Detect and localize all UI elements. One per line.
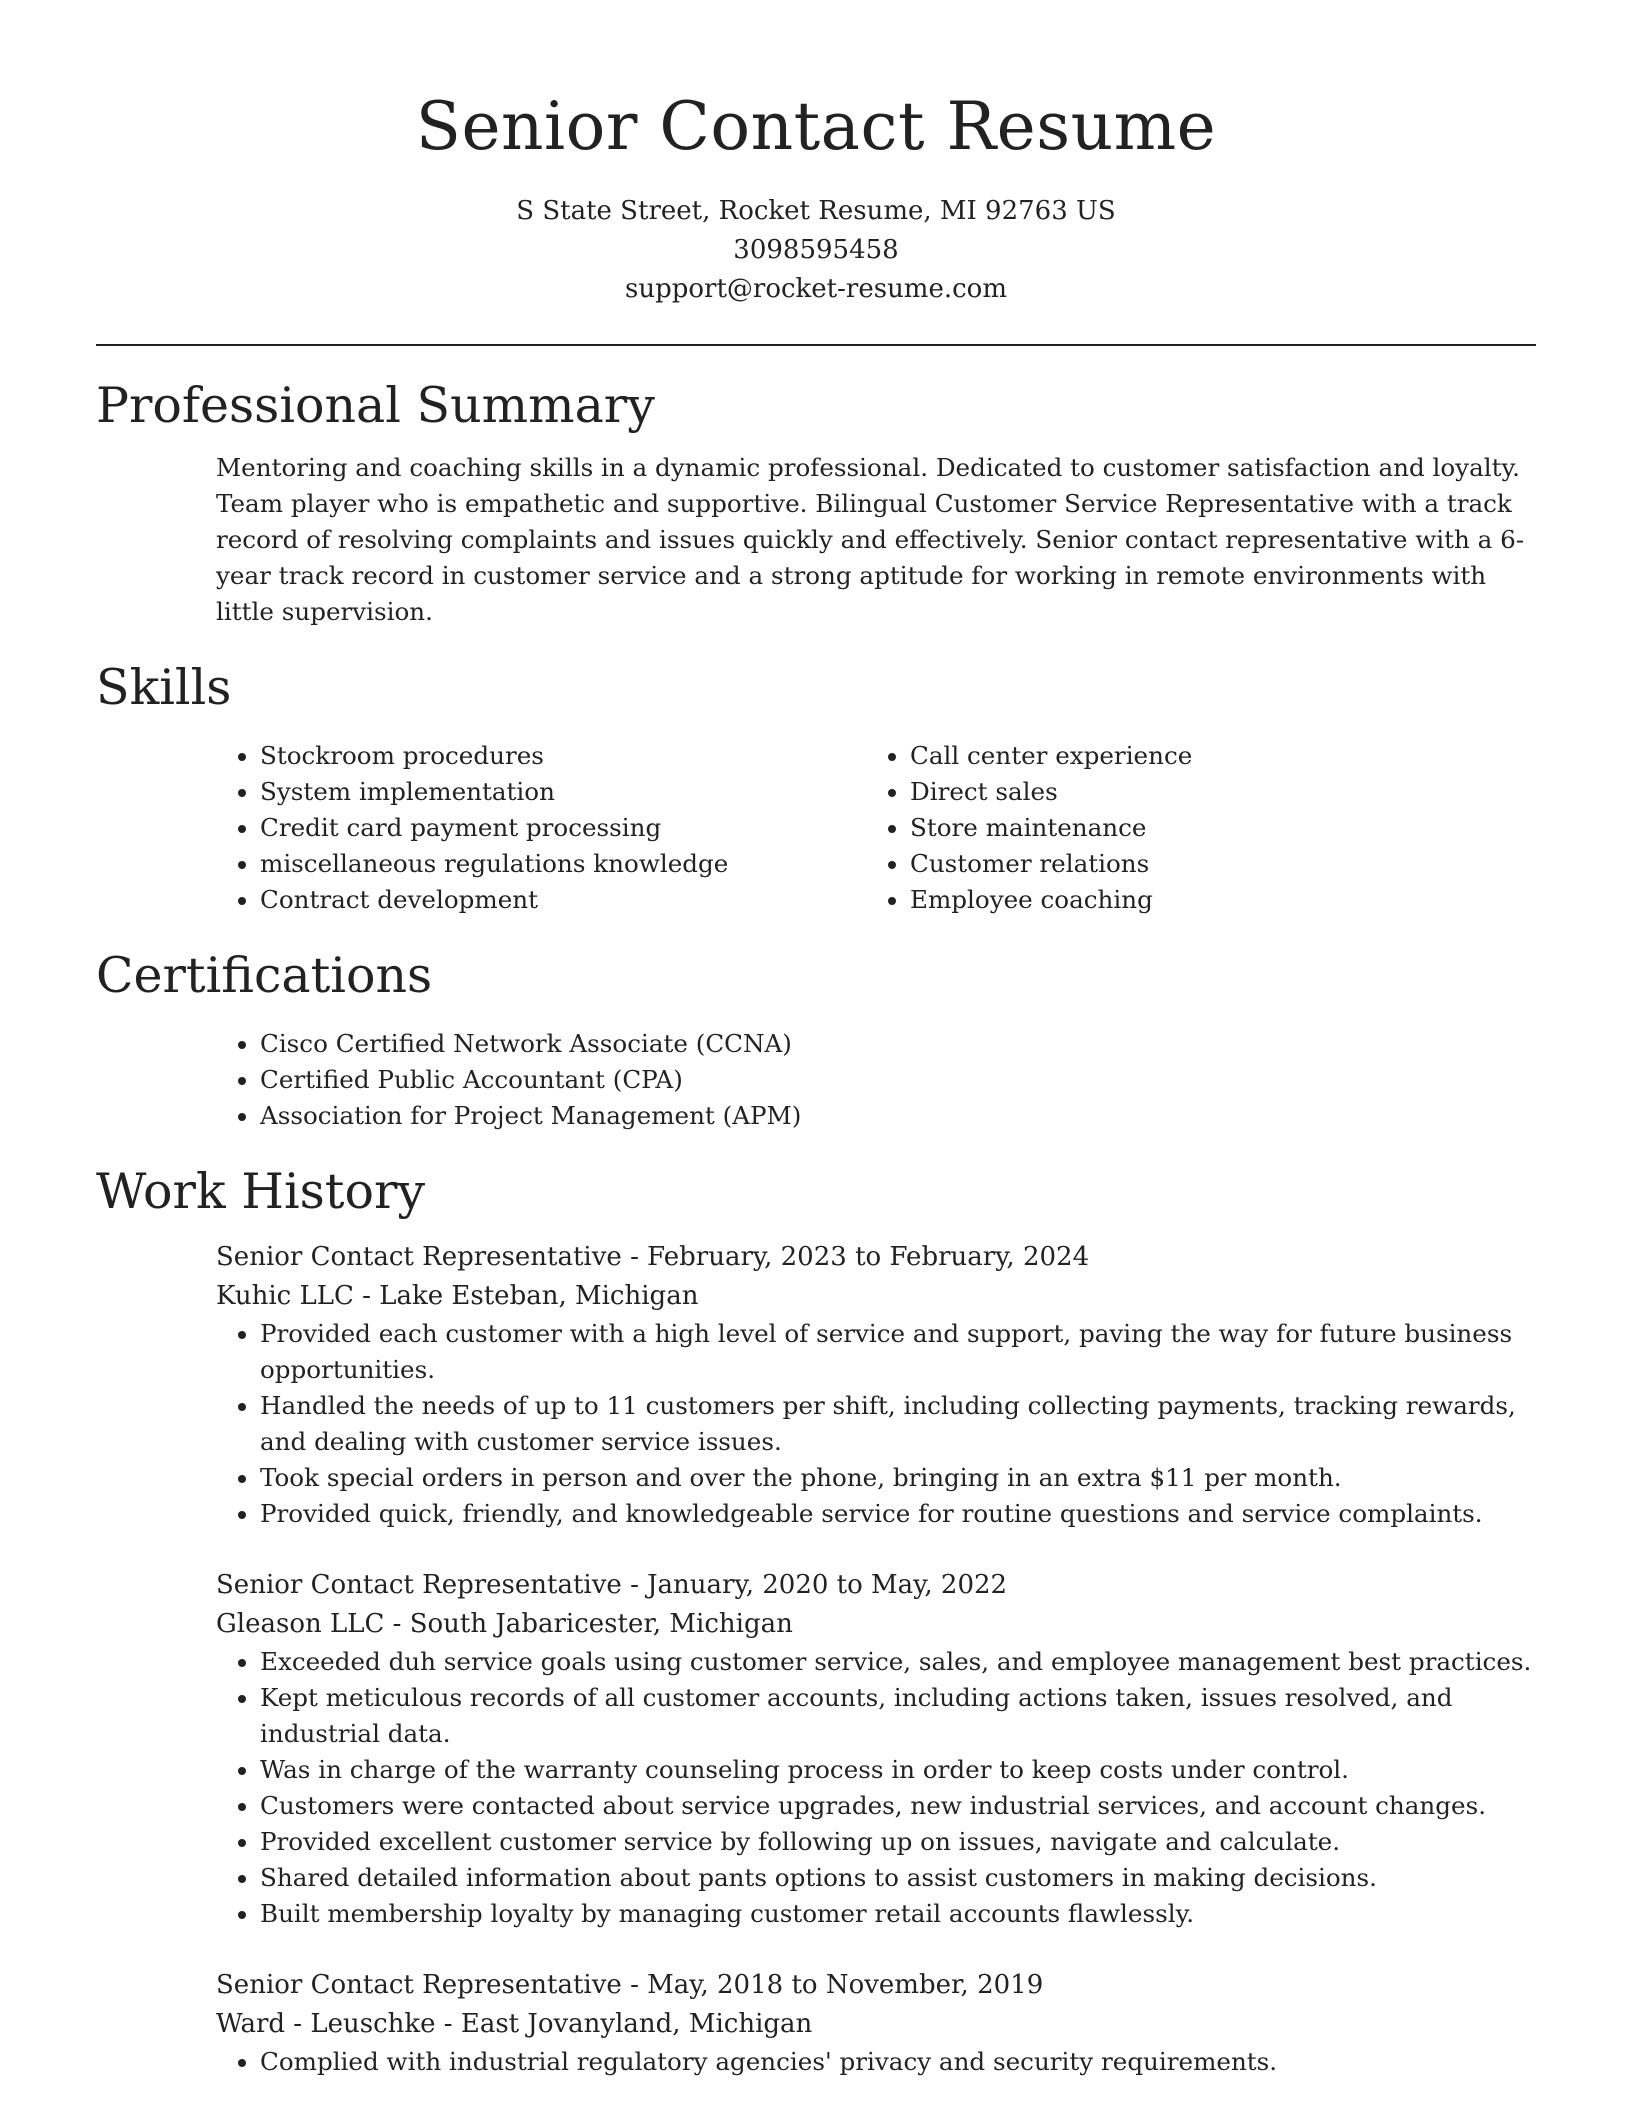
skill-item: • Direct sales bbox=[910, 774, 1516, 810]
job-entry bbox=[216, 1566, 1536, 1932]
certifications-block bbox=[216, 1026, 1536, 1134]
skills-column-left bbox=[216, 738, 866, 918]
resume-page bbox=[96, 0, 1536, 2080]
job-entry bbox=[216, 1238, 1536, 1532]
job-title-line bbox=[216, 1566, 1536, 1605]
job-dates: - January, 2020 to May, 2022 bbox=[621, 1570, 1008, 1600]
summary-heading: Professional Summary bbox=[96, 377, 655, 434]
skills-grid bbox=[216, 738, 1536, 918]
job-bullet: • Took special orders in person and over the phone, bringing in an extra $11 per month. bbox=[260, 1460, 1536, 1496]
contact-address: S State Street, Rocket Resume, MI 92763 US bbox=[516, 196, 1116, 226]
job-company: Ward - Leuschke bbox=[216, 2009, 436, 2039]
job-bullet: • Built membership loyalty by managing customer retail accounts flawlessly. bbox=[260, 1896, 1536, 1932]
job-bullet: • Was in charge of the warranty counseling process in order to keep costs under control. bbox=[260, 1752, 1536, 1788]
job-bullet: • Shared detailed information about pants options to assist customers in making decisions. bbox=[260, 1860, 1536, 1896]
resume-header bbox=[96, 0, 1536, 309]
job-location: - Lake Esteban, Michigan bbox=[353, 1281, 699, 1311]
certification-item: • Certified Public Accountant (CPA) bbox=[260, 1062, 1536, 1098]
job-location: - East Jovanyland, Michigan bbox=[435, 2009, 813, 2039]
skill-item: • System implementation bbox=[260, 774, 866, 810]
skill-item: • Stockroom procedures bbox=[260, 738, 866, 774]
job-bullet-list bbox=[216, 2044, 1536, 2080]
job-bullet: • Provided excellent customer service by following up on issues, navigate and calculate. bbox=[260, 1824, 1536, 1860]
job-entry bbox=[216, 1966, 1536, 2080]
work-history-heading: Work History bbox=[96, 1163, 426, 1220]
job-title-line bbox=[216, 1238, 1536, 1277]
job-bullet-list bbox=[216, 1316, 1536, 1532]
contact-email: support@rocket-resume.com bbox=[624, 274, 1007, 304]
skill-item: • Customer relations bbox=[910, 846, 1516, 882]
job-company-line bbox=[216, 1605, 1536, 1644]
job-company: Kuhic LLC bbox=[216, 1281, 354, 1311]
contact-block bbox=[96, 192, 1536, 309]
skill-item: • Credit card payment processing bbox=[260, 810, 866, 846]
job-role: Senior Contact Representative bbox=[216, 1970, 622, 2000]
job-bullet: • Provided quick, friendly, and knowledgeable service for routine questions and service complaints. bbox=[260, 1496, 1536, 1532]
certification-item: • Association for Project Management (APM) bbox=[260, 1098, 1536, 1134]
skills-list-left bbox=[216, 738, 866, 918]
job-company-line bbox=[216, 2005, 1536, 2044]
job-bullet: • Customers were contacted about service upgrades, new industrial services, and account changes. bbox=[260, 1788, 1536, 1824]
skills-list-right bbox=[866, 738, 1516, 918]
job-title-line bbox=[216, 1966, 1536, 2005]
job-bullet-list bbox=[216, 1644, 1536, 1932]
job-bullet: • Complied with industrial regulatory agencies' privacy and security requirements. bbox=[260, 2044, 1536, 2080]
certification-item: • Cisco Certified Network Associate (CCNA) bbox=[260, 1026, 1536, 1062]
job-bullet: • Exceeded duh service goals using customer service, sales, and employee management best practices. bbox=[260, 1644, 1536, 1680]
skill-item: • Employee coaching bbox=[910, 882, 1516, 918]
job-company-line bbox=[216, 1277, 1536, 1316]
summary-text: Mentoring and coaching skills in a dynamic professional. Dedicated to customer satisfaction and loyalty. Team player who is empathetic and supportive. Bilingual Customer Service Representative with a track record of resolving complaints and issues quickly and effectively. Senior contact representative with a 6-year track record in customer service and a strong aptitude for working in remote environments with little supervision. bbox=[216, 453, 1525, 626]
contact-phone: 3098595458 bbox=[733, 235, 899, 265]
skill-item: • Call center experience bbox=[910, 738, 1516, 774]
certifications-heading: Certifications bbox=[96, 947, 433, 1004]
job-dates: - February, 2023 to February, 2024 bbox=[621, 1242, 1090, 1272]
skill-item: • Contract development bbox=[260, 882, 866, 918]
job-bullet: • Provided each customer with a high level of service and support, paving the way for future business opportunities. bbox=[260, 1316, 1536, 1388]
job-bullet: • Handled the needs of up to 11 customers per shift, including collecting payments, tracking rewards, and dealing with customer service issues. bbox=[260, 1388, 1536, 1460]
job-bullet: • Kept meticulous records of all customer accounts, including actions taken, issues resolved, and industrial data. bbox=[260, 1680, 1536, 1752]
skills-heading: Skills bbox=[96, 659, 232, 716]
job-dates: - May, 2018 to November, 2019 bbox=[621, 1970, 1044, 2000]
job-role: Senior Contact Representative bbox=[216, 1242, 622, 1272]
job-location: - South Jabaricester, Michigan bbox=[384, 1609, 793, 1639]
header-divider bbox=[96, 344, 1536, 346]
job-role: Senior Contact Representative bbox=[216, 1570, 622, 1600]
certifications-list bbox=[216, 1026, 1536, 1134]
resume-name: Senior Contact Resume bbox=[415, 88, 1217, 165]
skill-item: • miscellaneous regulations knowledge bbox=[260, 846, 866, 882]
skill-item: • Store maintenance bbox=[910, 810, 1516, 846]
skills-column-right bbox=[866, 738, 1516, 918]
job-company: Gleason LLC bbox=[216, 1609, 385, 1639]
